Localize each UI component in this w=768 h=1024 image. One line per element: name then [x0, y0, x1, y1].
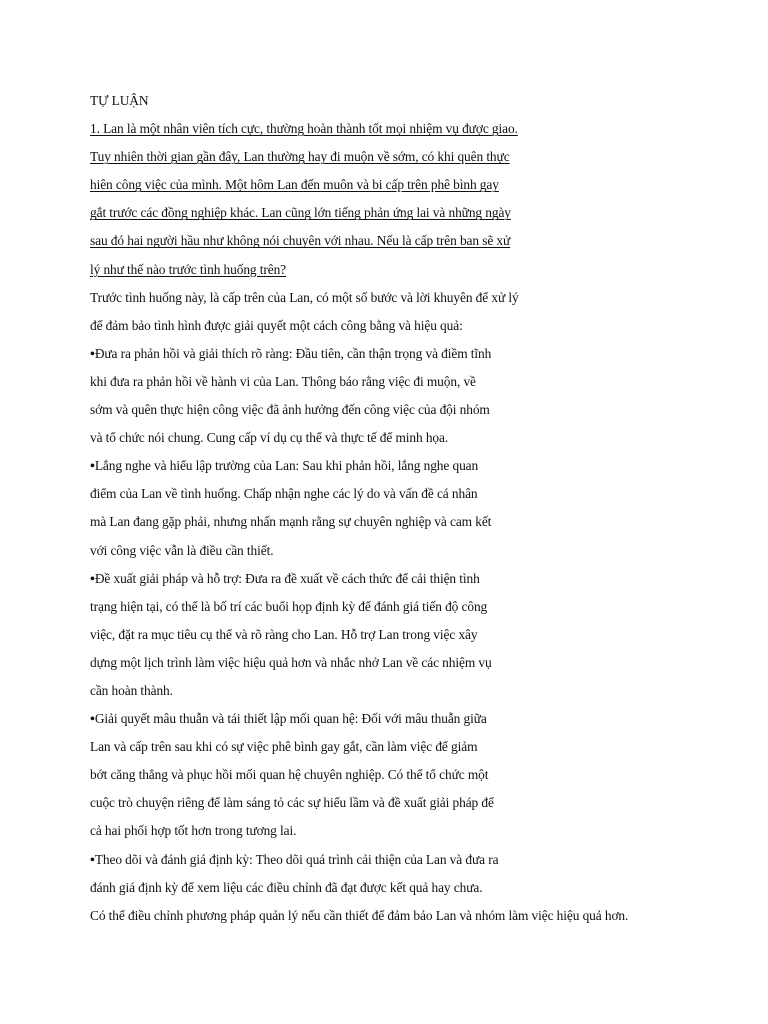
bullet-first-line	[90, 846, 730, 874]
bullet-item	[90, 846, 730, 902]
bullet-first-line	[90, 705, 730, 733]
question-line: 1. Lan là một nhân viên tích cực, thường hoàn thành tốt mọi nhiệm vụ được giao.	[90, 121, 518, 137]
bullet-line: việc, đặt ra mục tiêu cụ thể và rõ ràng cho Lan. Hỗ trợ Lan trong việc xây	[90, 626, 478, 642]
bullet-line: cần hoàn thành.	[90, 682, 173, 698]
bullet-line: sớm và quên thực hiện công việc đã ảnh hưởng đến công việc của đội nhóm	[90, 402, 490, 418]
bullet-item	[90, 340, 730, 452]
closing-line: Có thể điều chỉnh phương pháp quản lý nếu cần thiết để đảm bảo Lan và nhóm làm việc hiệu quả hơn.	[90, 907, 629, 923]
bullet-line: Lan và cấp trên sau khi có sự việc phê bình gay gắt, cần làm việc để giảm	[90, 739, 478, 755]
bullet-first-line	[90, 452, 730, 480]
bullet-line: cả hai phối hợp tốt hơn trong tương lai.	[90, 823, 297, 839]
bullet-text: Đưa ra phản hồi và giải thích rõ ràng: Đầu tiên, cần thận trọng và điềm tĩnh	[94, 345, 492, 361]
bullet-text: Đề xuất giải pháp và hỗ trợ: Đưa ra đề xuất về cách thức để cải thiện tình	[94, 570, 480, 586]
bullet-icon: •	[90, 346, 95, 362]
bullet-text: Lắng nghe và hiểu lập trường của Lan: Sau khi phản hồi, lắng nghe quan	[94, 458, 479, 474]
bullet-line: điểm của Lan về tình huống. Chấp nhận nghe các lý do và vấn đề cá nhân	[90, 486, 478, 502]
bullet-line: với công việc vẫn là điều cần thiết.	[90, 542, 274, 558]
question-line: Tuy nhiên thời gian gần đây, Lan thường hay đi muộn về sớm, có khi quên thực	[90, 149, 510, 165]
intro-paragraph	[90, 284, 730, 340]
bullet-line: và tổ chức nói chung. Cung cấp ví dụ cụ thể và thực tế để minh họa.	[90, 430, 449, 446]
bullet-item	[90, 452, 730, 564]
bullet-icon: •	[90, 712, 95, 728]
bullet-icon: •	[90, 852, 95, 868]
question-line: gắt trước các đồng nghiệp khác. Lan cũng lớn tiếng phản ứng lai và những ngày	[90, 205, 511, 221]
bullet-line: khi đưa ra phản hồi về hành vi của Lan. Thông báo rằng việc đi muộn, về	[90, 373, 476, 389]
bullet-icon: •	[90, 459, 95, 475]
bullet-item	[90, 565, 730, 705]
question-line: hiên công việc của mình. Một hôm Lan đến muôn và bi cấp trên phê bình gay	[90, 177, 499, 193]
bullet-line: đánh giá định kỳ để xem liệu các điều chỉnh đã đạt được kết quả hay chưa.	[90, 879, 483, 895]
bullet-item	[90, 705, 730, 845]
intro-line: để đảm bảo tình hình được giải quyết một cách công bằng và hiệu quả:	[90, 317, 463, 333]
bullet-line: mà Lan đang gặp phải, nhưng nhấn mạnh rằng sự chuyên nghiệp và cam kết	[90, 514, 492, 530]
document-body	[90, 87, 730, 930]
bullet-text: Giải quyết mâu thuẫn và tái thiết lập mối quan hệ: Đối với mâu thuẫn giữa	[94, 711, 487, 727]
bullet-first-line	[90, 340, 730, 368]
bullet-first-line	[90, 565, 730, 593]
bullet-line: bớt căng thẳng và phục hồi mối quan hệ chuyên nghiệp. Có thể tổ chức một	[90, 767, 489, 783]
question-line: sau đó hai người hầu như không nói chuyên với nhau. Nếu là cấp trên ban sẽ xử	[90, 233, 511, 249]
intro-line: Trước tình huống này, là cấp trên của Lan, có một số bước và lời khuyên để xử lý	[90, 289, 519, 305]
bullet-text: Theo dõi và đánh giá định kỳ: Theo dõi quá trình cải thiện của Lan và đưa ra	[94, 851, 499, 867]
bullet-line: cuộc trò chuyện riêng để làm sáng tỏ các sự hiểu lầm và đề xuất giải pháp để	[90, 795, 494, 811]
bullet-line: trạng hiện tại, có thể là bố trí các buổi họp định kỳ để đánh giá tiến độ công	[90, 598, 488, 614]
question-paragraph	[90, 115, 730, 284]
bullet-icon: •	[90, 571, 95, 587]
section-heading: TỰ LUẬN	[90, 93, 149, 108]
question-line: lý như thế nào trước tình huống trên?	[90, 261, 287, 277]
bullet-line: dựng một lịch trình làm việc hiệu quả hơn và nhắc nhở Lan về các nhiệm vụ	[90, 654, 492, 670]
